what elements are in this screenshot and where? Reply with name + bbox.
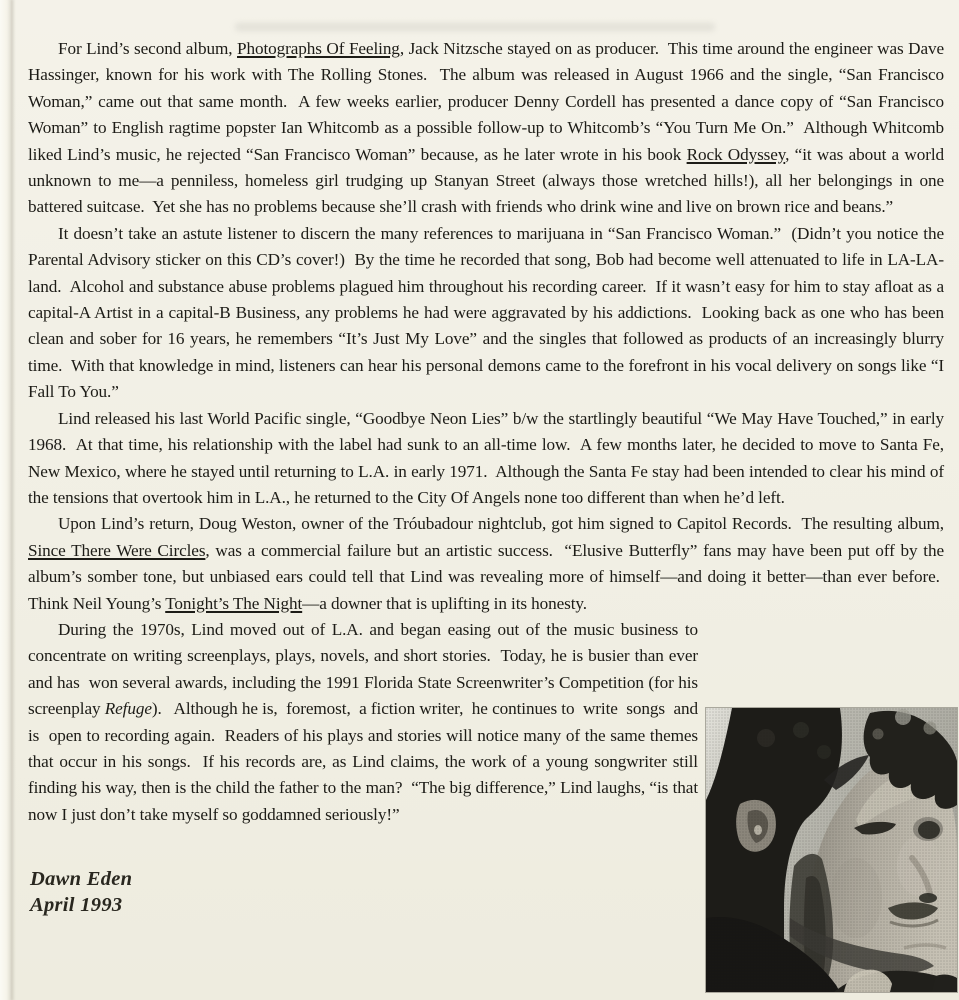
signature-block bbox=[30, 866, 132, 918]
italic-screenplay-title: Refuge bbox=[104, 699, 152, 719]
paper-edge-artifact bbox=[0, 0, 16, 1000]
portrait-photo bbox=[706, 708, 957, 992]
paragraph-4 bbox=[28, 511, 944, 617]
underlined-album-title: Tonight’s The Night bbox=[165, 593, 303, 613]
text-run: Upon Lind’s return, Doug Weston, owner of the Tróubadour nightclub, got him signed to Capitol Records. The resulting album, bbox=[58, 514, 944, 534]
text-run: It doesn’t take an astute listener to discern the many references to marijuana in “San Francisco Woman.” (Didn’t you notice the Parental Advisory sticker on this CD’s cover!) By the time he recorded that song, Bob had become well attenuated to life in LA-LA-land. Alcohol and substance abuse problems plagued him throughout his recording career. If it wasn’t easy for him to stay afloat as a capital-A Artist in a capital-B Business, any problems he had were aggravated by his addictions. Looking back as one who has been clean and sober for 16 years, he remembers “It’s Just My Love” and the singles that followed as products of an increasingly blurry time. With that knowledge in mind, listeners can hear his personal demons came to the forefront in his vocal delivery on songs like “I Fall To You.” bbox=[28, 223, 944, 402]
text-run: ). Although he is, foremost, a fiction writer, he continues to write songs and is open to recording again. Readers of his plays and stories will notice many of the same themes that occur in his songs. If his records are, as Lind claims, the work of a young songwriter still finding his way, then is the child the father to the man? “The big difference,” Lind laughs, “is that now I just don’t take myself so goddamned seriously!” bbox=[28, 699, 698, 824]
text-run: , “it was about a world unknown to me—a penniless, homeless girl trudging up Stanyan Street (always those wretched hills!), all her belongings in one battered suitcase. Yet she has no problems because she’ll crash with friends who drink wine and live on brown rice and beans.” bbox=[28, 144, 944, 217]
text-run: , was a commercial failure but an artistic success. “Elusive Butterfly” fans may have been put off by the album’s somber tone, but unbiased ears could tell that Lind was revealing more of himself—and doing it better—than ever before. Think Neil Young’s bbox=[28, 540, 944, 613]
underlined-book-title: Rock Odyssey bbox=[686, 144, 786, 164]
text-run: For Lind’s second album, bbox=[58, 39, 238, 58]
underlined-album-title: Since There Were Circles bbox=[28, 540, 206, 560]
text-run: During the 1970s, Lind moved out of L.A. and began easing out of the music business to concentrate on writing screenplays, plays, novels, and short stories. Today, he is busier than ever and has won several awards, including the 1991 Florida State Screenwriter’s Competition (for his screenplay bbox=[28, 619, 698, 719]
portrait-illustration bbox=[706, 708, 957, 992]
signature-date: April 1993 bbox=[30, 894, 123, 916]
underlined-album-title: Photographs Of Feeling bbox=[237, 39, 400, 58]
paragraph-2 bbox=[28, 221, 944, 406]
text-run: Lind released his last World Pacific single, “Goodbye Neon Lies” b/w the startlingly beautiful “We May Have Touched,” in early 1968. At that time, his relationship with the label had sunk to an all-time low. A few months later, he decided to move to Santa Fe, New Mexico, where he stayed until returning to L.A. in early 1971. Although the Santa Fe stay had been intended to clear his mind of the tensions that overtook him in L.A., he returned to the City Of Angels none too different than when he’d left. bbox=[28, 408, 944, 507]
article-text bbox=[28, 36, 944, 992]
paragraph-3 bbox=[28, 406, 944, 512]
halftone-overlay bbox=[706, 708, 957, 992]
paragraph-1 bbox=[28, 36, 944, 221]
signature-name: Dawn Eden bbox=[30, 868, 133, 890]
paper-crease bbox=[11, 0, 13, 1000]
scan-smudge bbox=[235, 23, 715, 31]
photo-float-region bbox=[698, 708, 944, 992]
text-run: , Jack Nitzsche stayed on as producer. This time around the engineer was Dave Hassinger, known for his work with The Rolling Stones. The album was released in August 1966 and the single, “San Francisco Woman,” came out that same month. A few weeks earlier, producer Denny Cordell has presented a dance copy of “San Francisco Woman” to English ragtime popster Ian Whitcomb as a possible follow-up to Whitcomb’s “You Turn Me On.” Although Whitcomb liked Lind’s music, he rejected “San Francisco Woman” because, as he later wrote in his book bbox=[28, 39, 945, 164]
text-run: —a downer that is uplifting in its honesty. bbox=[302, 593, 588, 613]
